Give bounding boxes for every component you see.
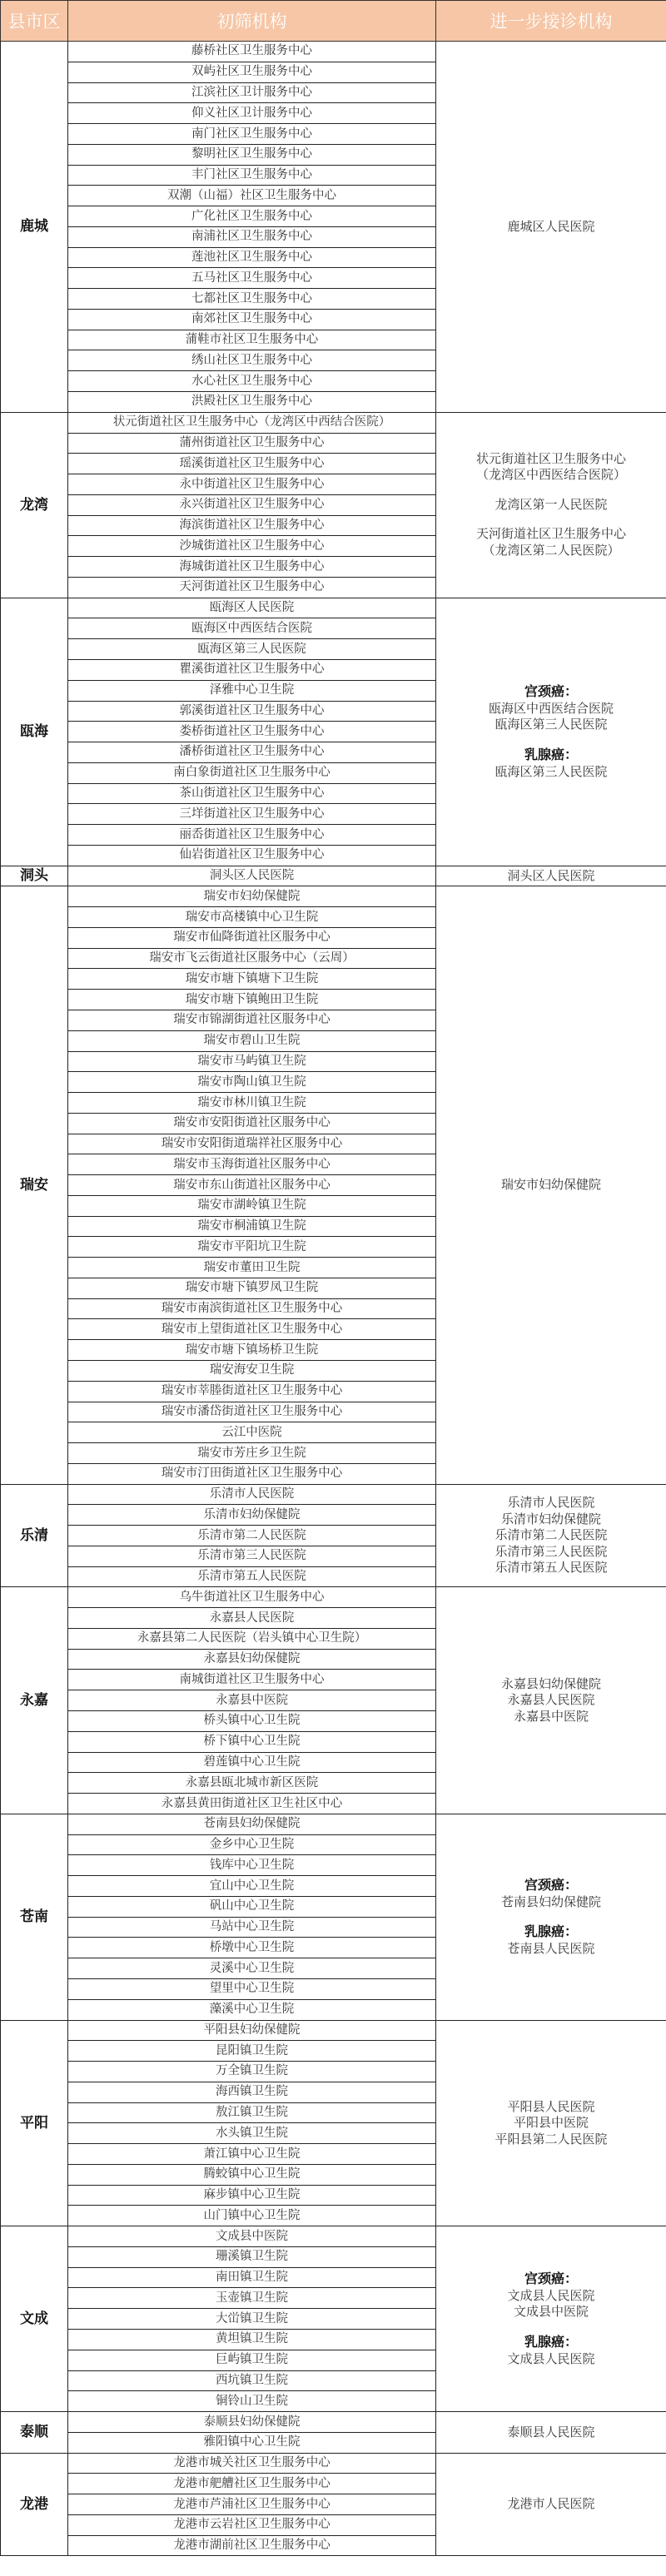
screening-institution-cell: 瑞安市塘下镇鲍田卫生院 xyxy=(68,990,436,1010)
followup-institution-cell xyxy=(436,886,666,1484)
screening-institution-cell: 绣山社区卫生服务中心 xyxy=(68,350,436,371)
screening-institution-cell: 瑞安市上望街道社区卫生服务中心 xyxy=(68,1319,436,1340)
screening-institution-cell: 瑞安市塘下镇场桥卫生院 xyxy=(68,1340,436,1361)
followup-institution: 鹿城区人民医院 xyxy=(507,218,595,234)
screening-institution-cell: 状元街道社区卫生服务中心（龙湾区中西结合医院） xyxy=(68,412,436,433)
screening-institution-cell: 望里中心卫生院 xyxy=(68,1978,436,1999)
screening-institution-cell: 永嘉县中医院 xyxy=(68,1690,436,1711)
screening-institution-cell: 郭溪街道社区卫生服务中心 xyxy=(68,701,436,722)
table-row xyxy=(1,2453,666,2474)
screening-institution-cell: 灵溪中心卫生院 xyxy=(68,1958,436,1979)
followup-institution: 永嘉县妇幼保健院 xyxy=(500,1675,601,1691)
header-district: 县市区 xyxy=(1,1,68,42)
screening-institution-cell: 瑞安市莘塍街道社区卫生服务中心 xyxy=(68,1381,436,1402)
screening-institution-cell: 黎明社区卫生服务中心 xyxy=(68,144,436,165)
followup-institution: 龙湾区第一人民医院 xyxy=(495,496,608,512)
district-cell: 苍南 xyxy=(1,1814,68,2020)
screening-institution-cell: 大峃镇卫生院 xyxy=(68,2309,436,2330)
followup-institution: （龙湾区中西医结合医院） xyxy=(475,467,626,483)
district-cell: 瑞安 xyxy=(1,886,68,1484)
followup-institution: 泰顺县人民医院 xyxy=(507,2424,595,2440)
district-cell: 瓯海 xyxy=(1,598,68,866)
table-row xyxy=(1,1814,666,1834)
screening-institution-cell: 瑞安市安阳街道瑞祥社区服务中心 xyxy=(68,1134,436,1154)
screening-institution-cell: 瑞安市南滨街道社区卫生服务中心 xyxy=(68,1298,436,1319)
screening-institution-cell: 瑶溪街道社区卫生服务中心 xyxy=(68,454,436,474)
screening-institution-cell: 沙城街道社区卫生服务中心 xyxy=(68,536,436,557)
followup-institution: 天河街道社区卫生服务中心 xyxy=(475,526,626,542)
screening-institution-cell: 永嘉县妇幼保健院 xyxy=(68,1649,436,1670)
followup-institution: 乐清市第五人民医院 xyxy=(495,1560,608,1576)
screening-institution-cell: 江滨社区卫计服务中心 xyxy=(68,82,436,103)
district-cell: 永嘉 xyxy=(1,1587,68,1814)
screening-institution-cell: 潘桥街道社区卫生服务中心 xyxy=(68,742,436,763)
header-followup: 进一步接诊机构 xyxy=(436,1,666,42)
screening-institution-cell: 仰义社区卫计服务中心 xyxy=(68,103,436,124)
followup-institution: 平阳县人民医院 xyxy=(507,2098,595,2114)
screening-institution-cell: 永嘉县瓯北城市新区医院 xyxy=(68,1773,436,1794)
followup-institution-cell xyxy=(436,2020,666,2226)
screening-institution-cell: 瑞安海安卫生院 xyxy=(68,1361,436,1382)
table-row xyxy=(1,412,666,433)
screening-institution-cell: 蒲州街道社区卫生服务中心 xyxy=(68,433,436,454)
screening-institution-cell: 南门社区卫生服务中心 xyxy=(68,124,436,145)
district-cell: 鹿城 xyxy=(1,42,68,413)
screening-institution-cell: 文成县中医院 xyxy=(68,2226,436,2247)
screening-institution-cell: 龙港市湖前社区卫生服务中心 xyxy=(68,2535,436,2556)
followup-institution: 苍南县妇幼保健院 xyxy=(500,1894,601,1909)
screening-institution-cell: 瓯海区第三人民医院 xyxy=(68,639,436,660)
screening-institution-cell: 腾蛟镇中心卫生院 xyxy=(68,2164,436,2185)
screening-institution-cell: 瞿溪街道社区卫生服务中心 xyxy=(68,659,436,680)
screening-institution-cell: 碧莲镇中心卫生院 xyxy=(68,1752,436,1773)
screening-institution-cell: 瑞安市平阳坑卫生院 xyxy=(68,1237,436,1258)
district-cell: 洞头 xyxy=(1,866,68,886)
screening-institution-cell: 山门镇中心卫生院 xyxy=(68,2206,436,2226)
screening-institution-cell: 永中街道社区卫生服务中心 xyxy=(68,474,436,495)
screening-institution-cell: 龙港市云岩社区卫生服务中心 xyxy=(68,2514,436,2535)
screening-institution-cell: 瑞安市锦湖街道社区服务中心 xyxy=(68,1010,436,1030)
followup-institution-cell xyxy=(436,2226,666,2412)
screening-institution-cell: 龙港市舥艚社区卫生服务中心 xyxy=(68,2474,436,2494)
followup-institution: 乐清市妇幼保健院 xyxy=(500,1511,601,1526)
followup-institution-cell xyxy=(436,42,666,413)
followup-institution-cell xyxy=(436,1587,666,1814)
table-body xyxy=(1,42,666,2556)
followup-institution-cell xyxy=(436,1814,666,2020)
screening-institution-cell: 瑞安市汀田街道社区卫生服务中心 xyxy=(68,1463,436,1484)
screening-institution-cell: 永嘉县人民医院 xyxy=(68,1608,436,1629)
district-cell: 龙湾 xyxy=(1,412,68,598)
followup-institution: 乐清市第二人民医院 xyxy=(495,1527,608,1543)
followup-institution: （龙湾区第二人民医院） xyxy=(482,542,620,558)
screening-institution-cell: 广化社区卫生服务中心 xyxy=(68,206,436,227)
followup-institution-cell xyxy=(436,412,666,598)
table-row xyxy=(1,2020,666,2041)
screening-institution-cell: 云江中医院 xyxy=(68,1422,436,1443)
screening-institution-cell: 瑞安市高楼镇中心卫生院 xyxy=(68,907,436,928)
screening-institution-cell: 瑞安市碧山卫生院 xyxy=(68,1030,436,1051)
screening-institution-cell: 龙港市城关社区卫生服务中心 xyxy=(68,2453,436,2474)
screening-institution-cell: 西坑镇卫生院 xyxy=(68,2370,436,2391)
followup-institution: 瓯海区第三人民医院 xyxy=(495,763,608,779)
screening-institution-cell: 敖江镇卫生院 xyxy=(68,2102,436,2123)
screening-institution-cell: 瑞安市塘下镇塘下卫生院 xyxy=(68,969,436,990)
screening-institution-cell: 五马社区卫生服务中心 xyxy=(68,268,436,289)
followup-institution: 文成县中医院 xyxy=(513,2304,589,2320)
screening-institution-cell: 宜山中心卫生院 xyxy=(68,1876,436,1897)
screening-institution-cell: 万全镇卫生院 xyxy=(68,2062,436,2082)
followup-institution: 平阳县第二人民医院 xyxy=(495,2131,608,2147)
screening-institution-cell: 瓯海区人民医院 xyxy=(68,598,436,618)
screening-institution-cell: 马站中心卫生院 xyxy=(68,1917,436,1938)
cancer-type-label: 宫颈癌： xyxy=(524,683,578,700)
screening-institution-cell: 海城街道社区卫生服务中心 xyxy=(68,557,436,578)
screening-institution-cell: 乐清市第二人民医院 xyxy=(68,1526,436,1546)
screening-institution-cell: 龙港市芦浦社区卫生服务中心 xyxy=(68,2494,436,2515)
screening-institution-cell: 瑞安市桐浦镇卫生院 xyxy=(68,1216,436,1237)
screening-institution-cell: 莲池社区卫生服务中心 xyxy=(68,247,436,268)
screening-institution-cell: 巨屿镇卫生院 xyxy=(68,2350,436,2370)
table-row xyxy=(1,2412,666,2433)
table-row xyxy=(1,1587,666,1608)
district-cell: 文成 xyxy=(1,2226,68,2412)
district-cell: 乐清 xyxy=(1,1484,68,1587)
screening-institution-cell: 苍南县妇幼保健院 xyxy=(68,1814,436,1834)
screening-institution-cell: 南郊社区卫生服务中心 xyxy=(68,309,436,330)
cancer-type-label: 乳腺癌： xyxy=(524,746,578,762)
screening-institution-cell: 南田镇卫生院 xyxy=(68,2267,436,2288)
district-cell: 平阳 xyxy=(1,2020,68,2226)
screening-institution-cell: 瑞安市妇幼保健院 xyxy=(68,886,436,907)
cancer-type-label: 宫颈癌： xyxy=(524,1876,578,1893)
screening-institution-cell: 泰顺县妇幼保健院 xyxy=(68,2412,436,2433)
spacer xyxy=(436,2320,666,2334)
screening-institution-cell: 双潮（山福）社区卫生服务中心 xyxy=(68,186,436,206)
screening-institution-cell: 瑞安市湖岭镇卫生院 xyxy=(68,1195,436,1216)
followup-institution: 龙港市人民医院 xyxy=(507,2496,595,2512)
screening-institution-cell: 瑞安市林川镇卫生院 xyxy=(68,1093,436,1114)
screening-institution-cell: 乐清市第五人民医院 xyxy=(68,1566,436,1587)
table-row xyxy=(1,866,666,886)
screening-institution-cell: 七都社区卫生服务中心 xyxy=(68,289,436,310)
screening-institution-cell: 桥墩中心卫生院 xyxy=(68,1938,436,1958)
screening-institution-cell: 南浦社区卫生服务中心 xyxy=(68,226,436,247)
screening-institution-cell: 瑞安市董田卫生院 xyxy=(68,1258,436,1278)
screening-institution-cell: 永兴街道社区卫生服务中心 xyxy=(68,494,436,515)
screening-institution-cell: 茶山街道社区卫生服务中心 xyxy=(68,783,436,804)
screening-institution-cell: 永嘉县黄田街道社区卫生社区中心 xyxy=(68,1794,436,1814)
screening-institution-cell: 洞头区人民医院 xyxy=(68,866,436,886)
screening-institution-cell: 水心社区卫生服务中心 xyxy=(68,371,436,392)
screening-institution-cell: 瑞安市陶山镇卫生院 xyxy=(68,1072,436,1093)
screening-institution-cell: 永嘉县第二人民医院（岩头镇中心卫生院） xyxy=(68,1628,436,1649)
followup-institution: 状元街道社区卫生服务中心 xyxy=(475,450,626,466)
table-row xyxy=(1,42,666,62)
screening-institution-cell: 玉壶镇卫生院 xyxy=(68,2288,436,2309)
followup-institution: 瑞安市妇幼保健院 xyxy=(500,1177,601,1193)
screening-institution-cell: 瓯海区中西医结合医院 xyxy=(68,618,436,639)
header-screening: 初筛机构 xyxy=(68,1,436,42)
screening-institution-cell: 桥头镇中心卫生院 xyxy=(68,1711,436,1732)
followup-institution: 永嘉县中医院 xyxy=(513,1708,589,1724)
followup-institution: 文成县人民医院 xyxy=(507,2350,595,2366)
screening-institution-cell: 昆阳镇卫生院 xyxy=(68,2041,436,2062)
screening-institution-cell: 钱库中心卫生院 xyxy=(68,1855,436,1876)
spacer xyxy=(436,513,666,526)
screening-institution-cell: 乐清市第三人民医院 xyxy=(68,1546,436,1566)
cancer-type-label: 乳腺癌： xyxy=(524,2333,578,2350)
table-row xyxy=(1,2226,666,2247)
screening-institution-cell: 水头镇卫生院 xyxy=(68,2123,436,2144)
screening-institution-cell: 麻步镇中心卫生院 xyxy=(68,2185,436,2206)
screening-institution-cell: 藤桥社区卫生服务中心 xyxy=(68,42,436,62)
screening-institution-cell: 矾山中心卫生院 xyxy=(68,1896,436,1917)
followup-institution: 瓯海区第三人民医院 xyxy=(495,717,608,732)
screening-institution-cell: 乌牛街道社区卫生服务中心 xyxy=(68,1587,436,1608)
screening-institution-cell: 瑞安市东山街道社区服务中心 xyxy=(68,1175,436,1196)
screening-institution-cell: 丰门社区卫生服务中心 xyxy=(68,165,436,186)
followup-institution: 文成县人民医院 xyxy=(507,2287,595,2303)
spacer xyxy=(436,484,666,497)
screening-institution-cell: 桥下镇中心卫生院 xyxy=(68,1731,436,1752)
screening-institution-cell: 瑞安市玉海街道社区服务中心 xyxy=(68,1154,436,1175)
screening-institution-cell: 珊溪镇卫生院 xyxy=(68,2246,436,2267)
screening-institution-cell: 平阳县妇幼保健院 xyxy=(68,2020,436,2041)
followup-institution-cell xyxy=(436,1484,666,1587)
table-row xyxy=(1,1484,666,1505)
screening-institution-cell: 黄坦镇卫生院 xyxy=(68,2329,436,2350)
screening-institution-cell: 金乡中心卫生院 xyxy=(68,1834,436,1855)
followup-institution-cell xyxy=(436,2412,666,2454)
followup-institution: 瓯海区中西医结合医院 xyxy=(488,700,614,716)
table-row xyxy=(1,886,666,907)
screening-institution-cell: 瑞安市潘岱街道社区卫生服务中心 xyxy=(68,1402,436,1422)
screening-institution-cell: 雅阳镇中心卫生院 xyxy=(68,2432,436,2453)
followup-institution: 苍南县人民医院 xyxy=(507,1940,595,1956)
followup-institution: 洞头区人民医院 xyxy=(507,867,595,883)
table-row xyxy=(1,598,666,618)
screening-institution-cell: 仙岩街道社区卫生服务中心 xyxy=(68,845,436,866)
screening-institution-cell: 蒲鞋市社区卫生服务中心 xyxy=(68,330,436,350)
table-header-row xyxy=(1,1,666,42)
screening-institution-cell: 双屿社区卫生服务中心 xyxy=(68,62,436,82)
district-cell: 泰顺 xyxy=(1,2412,68,2454)
screening-institution-cell: 三垟街道社区卫生服务中心 xyxy=(68,804,436,825)
spacer xyxy=(436,733,666,747)
screening-institution-cell: 瑞安市马屿镇卫生院 xyxy=(68,1051,436,1072)
screening-institution-cell: 瑞安市芳庄乡卫生院 xyxy=(68,1443,436,1464)
screening-institution-cell: 天河街道社区卫生服务中心 xyxy=(68,577,436,598)
screening-institution-cell: 瑞安市安阳街道社区服务中心 xyxy=(68,1113,436,1134)
screening-institution-cell: 南城街道社区卫生服务中心 xyxy=(68,1670,436,1690)
screening-institution-cell: 海西镇卫生院 xyxy=(68,2082,436,2102)
screening-institution-cell: 铜铃山卫生院 xyxy=(68,2391,436,2412)
screening-institution-cell: 瑞安市仙降街道社区服务中心 xyxy=(68,927,436,948)
cancer-type-label: 乳腺癌： xyxy=(524,1923,578,1940)
screening-institution-cell: 瑞安市飞云街道社区服务中心（云周） xyxy=(68,948,436,969)
followup-institution: 乐清市人民医院 xyxy=(507,1495,595,1511)
followup-institution: 永嘉县人民医院 xyxy=(507,1692,595,1708)
followup-institution: 平阳县中医院 xyxy=(513,2115,589,2131)
screening-institution-cell: 乐清市妇幼保健院 xyxy=(68,1505,436,1526)
screening-institution-cell: 丽岙街道社区卫生服务中心 xyxy=(68,825,436,846)
followup-institution-cell xyxy=(436,2453,666,2556)
screening-institution-cell: 瑞安市塘下镇罗凤卫生院 xyxy=(68,1278,436,1298)
district-cell: 龙港 xyxy=(1,2453,68,2556)
followup-institution: 乐清市第三人民医院 xyxy=(495,1543,608,1559)
screening-institution-cell: 萧江镇中心卫生院 xyxy=(68,2144,436,2165)
screening-institution-cell: 泽雅中心卫生院 xyxy=(68,680,436,701)
screening-institution-cell: 娄桥街道社区卫生服务中心 xyxy=(68,722,436,742)
screening-institution-cell: 藻溪中心卫生院 xyxy=(68,1999,436,2020)
followup-institution-cell xyxy=(436,598,666,866)
cancer-type-label: 宫颈癌： xyxy=(524,2271,578,2287)
screening-institution-cell: 洪殿社区卫生服务中心 xyxy=(68,392,436,413)
screening-institution-cell: 南白象街道社区卫生服务中心 xyxy=(68,762,436,783)
followup-institution-cell xyxy=(436,866,666,886)
screening-institution-cell: 海滨街道社区卫生服务中心 xyxy=(68,515,436,536)
screening-institution-cell: 乐清市人民医院 xyxy=(68,1484,436,1505)
spacer xyxy=(436,1910,666,1923)
